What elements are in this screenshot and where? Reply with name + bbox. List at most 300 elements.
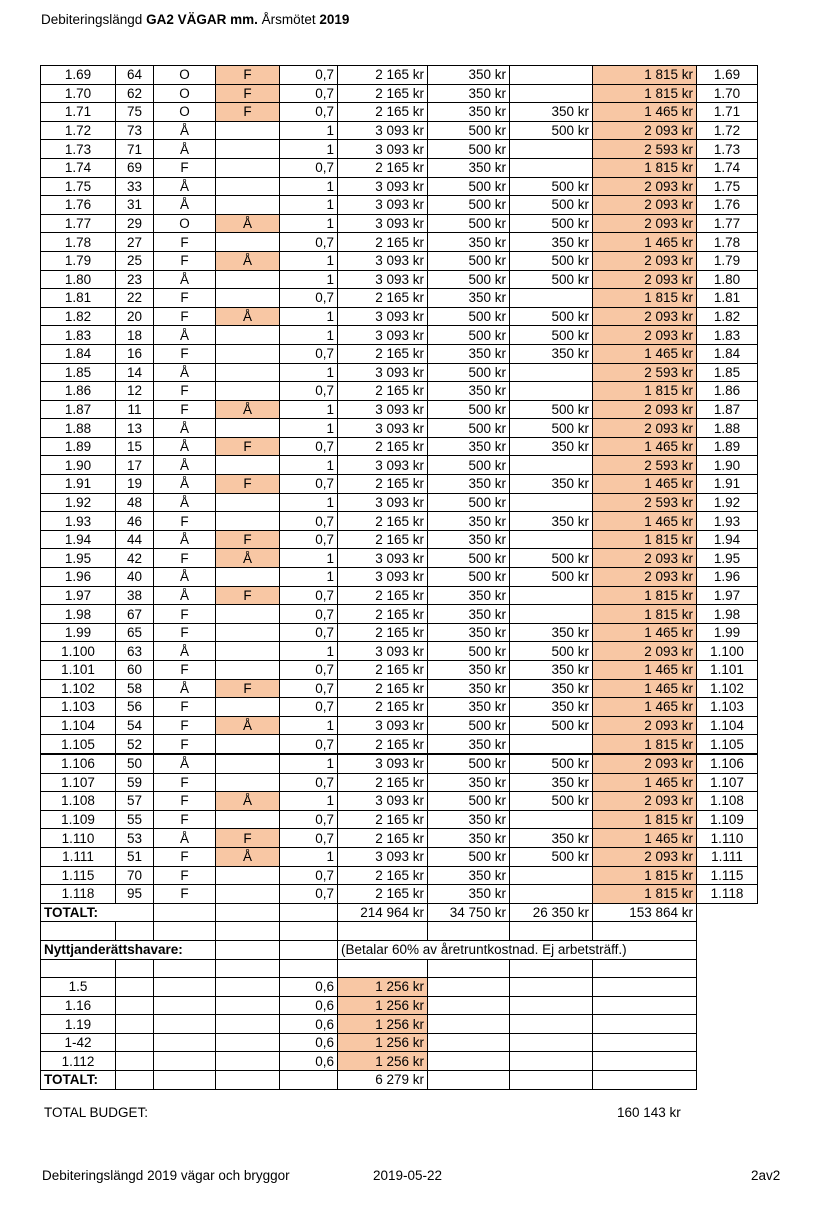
annual-cost-cell: 3 093 kr [338, 792, 428, 811]
property-id-repeat-cell: 1.79 [697, 251, 758, 270]
share-cell: 1 [280, 177, 338, 196]
annual-cost-cell: 2 165 kr [338, 698, 428, 717]
deduction-2-cell [510, 363, 593, 382]
property-id-repeat-cell: 1.93 [697, 512, 758, 531]
empty-cell [510, 1052, 593, 1071]
empty-cell [510, 978, 593, 997]
share-cell: 0,7 [280, 623, 338, 642]
table-row [41, 456, 758, 475]
plot-number-cell: 31 [116, 196, 154, 215]
totals-row [41, 903, 758, 922]
type-cell: Å [154, 270, 216, 289]
type-cell: Å [154, 642, 216, 661]
deduction-2-cell [510, 140, 593, 159]
alt-type-cell: F [216, 103, 280, 122]
type-cell: F [154, 605, 216, 624]
amount-due-cell: 1 465 kr [593, 344, 697, 363]
alt-type-cell [216, 177, 280, 196]
annual-cost-cell: 3 093 kr [338, 251, 428, 270]
nyttjande-share-cell: 0,6 [280, 1033, 338, 1052]
deduction-2-cell: 500 kr [510, 121, 593, 140]
annual-cost-cell: 2 165 kr [338, 885, 428, 904]
table-row [41, 400, 758, 419]
type-cell: F [154, 698, 216, 717]
deduction-1-cell: 350 kr [428, 586, 510, 605]
table-row [41, 885, 758, 904]
nyttjande-id-cell: 1.19 [41, 1015, 116, 1034]
empty-cell [428, 1015, 510, 1034]
share-cell: 0,7 [280, 382, 338, 401]
type-cell: F [154, 549, 216, 568]
deduction-2-cell: 500 kr [510, 307, 593, 326]
annual-cost-cell: 3 093 kr [338, 326, 428, 345]
annual-cost-cell: 3 093 kr [338, 549, 428, 568]
deduction-1-cell: 350 kr [428, 623, 510, 642]
empty-cell [216, 903, 280, 922]
property-id-cell: 1.103 [41, 698, 116, 717]
property-id-cell: 1.79 [41, 251, 116, 270]
property-id-repeat-cell: 1.94 [697, 530, 758, 549]
nyttjande-share-cell: 0,6 [280, 978, 338, 997]
deduction-1-cell: 350 kr [428, 885, 510, 904]
table-row [41, 810, 758, 829]
property-id-cell: 1.99 [41, 623, 116, 642]
property-id-repeat-cell: 1.86 [697, 382, 758, 401]
property-id-repeat-cell: 1.88 [697, 419, 758, 438]
type-cell: F [154, 289, 216, 308]
plot-number-cell: 19 [116, 475, 154, 494]
deduction-2-cell: 500 kr [510, 251, 593, 270]
amount-due-cell: 1 465 kr [593, 512, 697, 531]
property-id-repeat-cell: 1.108 [697, 792, 758, 811]
nyttjande-note: (Betalar 60% av åretruntkostnad. Ej arbetsträff.) [338, 940, 697, 959]
table-row [41, 84, 758, 103]
deduction-2-cell: 350 kr [510, 233, 593, 252]
deduction-2-cell: 350 kr [510, 437, 593, 456]
empty-cell [41, 959, 116, 978]
type-cell: O [154, 214, 216, 233]
table-row [41, 121, 758, 140]
share-cell: 1 [280, 792, 338, 811]
type-cell: Å [154, 456, 216, 475]
deduction-1-cell: 350 kr [428, 698, 510, 717]
empty-cell [593, 922, 697, 941]
billing-table [40, 65, 758, 1090]
property-id-cell: 1.98 [41, 605, 116, 624]
property-id-repeat-cell: 1.101 [697, 661, 758, 680]
type-cell: Å [154, 754, 216, 773]
annual-cost-cell: 3 093 kr [338, 847, 428, 866]
deduction-1-cell: 350 kr [428, 344, 510, 363]
empty-cell [697, 1071, 758, 1090]
share-cell: 1 [280, 642, 338, 661]
annual-cost-cell: 3 093 kr [338, 493, 428, 512]
empty-cell [154, 1033, 216, 1052]
annual-cost-cell: 2 165 kr [338, 475, 428, 494]
property-id-repeat-cell: 1.69 [697, 66, 758, 85]
empty-cell [41, 922, 116, 941]
deduction-1-cell: 500 kr [428, 847, 510, 866]
empty-cell [428, 1033, 510, 1052]
share-cell: 0,7 [280, 866, 338, 885]
amount-due-cell: 2 093 kr [593, 270, 697, 289]
empty-cell [280, 1071, 338, 1090]
type-cell: Å [154, 177, 216, 196]
empty-cell [216, 922, 280, 941]
alt-type-cell: Å [216, 307, 280, 326]
empty-cell [154, 978, 216, 997]
annual-cost-cell: 3 093 kr [338, 140, 428, 159]
alt-type-cell [216, 773, 280, 792]
nyttjande-row [41, 1015, 758, 1034]
annual-cost-cell: 2 165 kr [338, 103, 428, 122]
deduction-2-cell [510, 586, 593, 605]
amount-due-cell: 1 815 kr [593, 810, 697, 829]
annual-cost-cell: 2 165 kr [338, 344, 428, 363]
alt-type-cell [216, 866, 280, 885]
amount-due-cell: 1 465 kr [593, 103, 697, 122]
empty-cell [116, 922, 154, 941]
amount-due-cell: 2 093 kr [593, 549, 697, 568]
alt-type-cell [216, 140, 280, 159]
deduction-2-cell [510, 382, 593, 401]
type-cell: F [154, 716, 216, 735]
property-id-repeat-cell: 1.80 [697, 270, 758, 289]
property-id-repeat-cell: 1.109 [697, 810, 758, 829]
property-id-repeat-cell: 1.84 [697, 344, 758, 363]
plot-number-cell: 12 [116, 382, 154, 401]
deduction-2-cell: 500 kr [510, 792, 593, 811]
plot-number-cell: 58 [116, 679, 154, 698]
alt-type-cell [216, 419, 280, 438]
deduction-1-cell: 350 kr [428, 382, 510, 401]
deduction-2-cell: 500 kr [510, 642, 593, 661]
property-id-cell: 1.70 [41, 84, 116, 103]
plot-number-cell: 44 [116, 530, 154, 549]
property-id-cell: 1.105 [41, 735, 116, 754]
plot-number-cell: 67 [116, 605, 154, 624]
empty-cell [338, 959, 428, 978]
amount-due-cell: 2 093 kr [593, 177, 697, 196]
share-cell: 0,7 [280, 885, 338, 904]
alt-type-cell: Å [216, 251, 280, 270]
annual-cost-cell: 2 165 kr [338, 512, 428, 531]
table-row [41, 735, 758, 754]
alt-type-cell [216, 121, 280, 140]
alt-type-cell [216, 493, 280, 512]
annual-cost-cell: 2 165 kr [338, 679, 428, 698]
alt-type-cell [216, 456, 280, 475]
table-row [41, 196, 758, 215]
nyttjande-row [41, 1052, 758, 1071]
plot-number-cell: 40 [116, 568, 154, 587]
amount-due-cell: 2 093 kr [593, 847, 697, 866]
amount-due-cell: 2 093 kr [593, 642, 697, 661]
property-id-cell: 1.87 [41, 400, 116, 419]
alt-type-cell [216, 326, 280, 345]
amount-due-cell: 1 815 kr [593, 530, 697, 549]
type-cell: F [154, 810, 216, 829]
nyttjande-amount-cell: 1 256 kr [338, 1052, 428, 1071]
property-id-cell: 1.69 [41, 66, 116, 85]
deduction-1-cell: 500 kr [428, 177, 510, 196]
plot-number-cell: 25 [116, 251, 154, 270]
table-row [41, 605, 758, 624]
total-budget-value: 160 143 kr [617, 1105, 681, 1120]
amount-due-cell: 2 093 kr [593, 419, 697, 438]
share-cell: 1 [280, 270, 338, 289]
share-cell: 0,7 [280, 810, 338, 829]
table-row [41, 270, 758, 289]
property-id-cell: 1.97 [41, 586, 116, 605]
totals-deduction-2: 26 350 kr [510, 903, 593, 922]
alt-type-cell: F [216, 829, 280, 848]
table-row [41, 475, 758, 494]
property-id-cell: 1.110 [41, 829, 116, 848]
empty-cell [280, 940, 338, 959]
annual-cost-cell: 2 165 kr [338, 158, 428, 177]
plot-number-cell: 20 [116, 307, 154, 326]
deduction-1-cell: 350 kr [428, 84, 510, 103]
empty-cell [154, 903, 216, 922]
empty-cell [593, 1071, 697, 1090]
alt-type-cell: Å [216, 716, 280, 735]
type-cell: Å [154, 493, 216, 512]
alt-type-cell: Å [216, 549, 280, 568]
annual-cost-cell: 3 093 kr [338, 307, 428, 326]
type-cell: O [154, 84, 216, 103]
property-id-cell: 1.74 [41, 158, 116, 177]
alt-type-cell [216, 810, 280, 829]
alt-type-cell [216, 754, 280, 773]
table-row [41, 419, 758, 438]
deduction-2-cell [510, 66, 593, 85]
amount-due-cell: 1 465 kr [593, 623, 697, 642]
amount-due-cell: 2 093 kr [593, 251, 697, 270]
property-id-cell: 1.115 [41, 866, 116, 885]
title-name: GA2 VÄGAR mm. [146, 12, 258, 27]
property-id-cell: 1.88 [41, 419, 116, 438]
amount-due-cell: 2 093 kr [593, 196, 697, 215]
property-id-repeat-cell: 1.99 [697, 623, 758, 642]
deduction-2-cell: 350 kr [510, 829, 593, 848]
property-id-cell: 1.104 [41, 716, 116, 735]
nyttjande-header-row [41, 940, 758, 959]
property-id-cell: 1.73 [41, 140, 116, 159]
type-cell: O [154, 66, 216, 85]
property-id-cell: 1.76 [41, 196, 116, 215]
property-id-cell: 1.72 [41, 121, 116, 140]
plot-number-cell: 65 [116, 623, 154, 642]
annual-cost-cell: 3 093 kr [338, 214, 428, 233]
table-row [41, 568, 758, 587]
deduction-1-cell: 500 kr [428, 196, 510, 215]
plot-number-cell: 59 [116, 773, 154, 792]
nyttjande-totals-value: 6 279 kr [338, 1071, 428, 1090]
deduction-2-cell [510, 158, 593, 177]
empty-cell [216, 940, 280, 959]
type-cell: Å [154, 829, 216, 848]
amount-due-cell: 2 593 kr [593, 493, 697, 512]
deduction-1-cell: 350 kr [428, 810, 510, 829]
deduction-2-cell: 350 kr [510, 661, 593, 680]
plot-number-cell: 16 [116, 344, 154, 363]
annual-cost-cell: 3 093 kr [338, 716, 428, 735]
totals-annual-cost: 214 964 kr [338, 903, 428, 922]
property-id-repeat-cell: 1.82 [697, 307, 758, 326]
empty-cell [116, 1052, 154, 1071]
deduction-1-cell: 350 kr [428, 158, 510, 177]
property-id-repeat-cell: 1.89 [697, 437, 758, 456]
table-row [41, 289, 758, 308]
plot-number-cell: 38 [116, 586, 154, 605]
table-row [41, 829, 758, 848]
empty-cell [428, 959, 510, 978]
alt-type-cell: Å [216, 847, 280, 866]
amount-due-cell: 2 593 kr [593, 140, 697, 159]
deduction-2-cell [510, 456, 593, 475]
table-row [41, 642, 758, 661]
plot-number-cell: 17 [116, 456, 154, 475]
property-id-cell: 1.106 [41, 754, 116, 773]
plot-number-cell: 75 [116, 103, 154, 122]
plot-number-cell: 71 [116, 140, 154, 159]
alt-type-cell [216, 623, 280, 642]
property-id-cell: 1.83 [41, 326, 116, 345]
share-cell: 0,7 [280, 344, 338, 363]
nyttjande-row [41, 978, 758, 997]
type-cell: O [154, 103, 216, 122]
annual-cost-cell: 2 165 kr [338, 586, 428, 605]
deduction-1-cell: 500 kr [428, 251, 510, 270]
type-cell: F [154, 661, 216, 680]
deduction-2-cell [510, 810, 593, 829]
share-cell: 1 [280, 251, 338, 270]
plot-number-cell: 70 [116, 866, 154, 885]
share-cell: 0,7 [280, 773, 338, 792]
document-title [41, 12, 349, 27]
alt-type-cell [216, 642, 280, 661]
amount-due-cell: 2 593 kr [593, 363, 697, 382]
plot-number-cell: 18 [116, 326, 154, 345]
property-id-repeat-cell: 1.107 [697, 773, 758, 792]
type-cell: Å [154, 140, 216, 159]
totals-deduction-1: 34 750 kr [428, 903, 510, 922]
deduction-1-cell: 350 kr [428, 66, 510, 85]
amount-due-cell: 2 093 kr [593, 568, 697, 587]
empty-cell [697, 978, 758, 997]
empty-cell [216, 996, 280, 1015]
annual-cost-cell: 3 093 kr [338, 121, 428, 140]
annual-cost-cell: 2 165 kr [338, 829, 428, 848]
billing-table-body [41, 66, 758, 922]
empty-cell [697, 1052, 758, 1071]
deduction-1-cell: 350 kr [428, 530, 510, 549]
share-cell: 1 [280, 307, 338, 326]
title-middle: Årsmötet [257, 12, 320, 27]
deduction-2-cell: 500 kr [510, 326, 593, 345]
type-cell: Å [154, 326, 216, 345]
amount-due-cell: 1 465 kr [593, 773, 697, 792]
title-prefix: Debiteringslängd [41, 12, 147, 27]
property-id-repeat-cell: 1.96 [697, 568, 758, 587]
empty-cell [116, 1071, 154, 1090]
amount-due-cell: 1 815 kr [593, 885, 697, 904]
plot-number-cell: 62 [116, 84, 154, 103]
nyttjande-row [41, 996, 758, 1015]
empty-cell [154, 959, 216, 978]
footer-page-number: 2av2 [751, 1168, 781, 1183]
amount-due-cell: 1 815 kr [593, 605, 697, 624]
empty-cell [428, 996, 510, 1015]
annual-cost-cell: 3 093 kr [338, 363, 428, 382]
deduction-2-cell: 500 kr [510, 549, 593, 568]
empty-cell [510, 959, 593, 978]
plot-number-cell: 56 [116, 698, 154, 717]
empty-cell [593, 978, 697, 997]
deduction-2-cell: 500 kr [510, 270, 593, 289]
deduction-2-cell: 500 kr [510, 419, 593, 438]
plot-number-cell: 53 [116, 829, 154, 848]
footer-document-name: Debiteringslängd 2019 vägar och bryggor [42, 1168, 290, 1183]
alt-type-cell [216, 344, 280, 363]
table-row [41, 716, 758, 735]
type-cell: F [154, 233, 216, 252]
plot-number-cell: 54 [116, 716, 154, 735]
share-cell: 0,7 [280, 233, 338, 252]
plot-number-cell: 57 [116, 792, 154, 811]
alt-type-cell: F [216, 475, 280, 494]
amount-due-cell: 2 093 kr [593, 121, 697, 140]
plot-number-cell: 60 [116, 661, 154, 680]
deduction-1-cell: 500 kr [428, 716, 510, 735]
alt-type-cell [216, 382, 280, 401]
amount-due-cell: 2 093 kr [593, 754, 697, 773]
share-cell: 0,7 [280, 605, 338, 624]
deduction-1-cell: 500 kr [428, 326, 510, 345]
deduction-2-cell: 350 kr [510, 512, 593, 531]
plot-number-cell: 23 [116, 270, 154, 289]
annual-cost-cell: 2 165 kr [338, 623, 428, 642]
nyttjande-row [41, 1033, 758, 1052]
deduction-2-cell: 350 kr [510, 344, 593, 363]
deduction-2-cell [510, 493, 593, 512]
table-row [41, 233, 758, 252]
annual-cost-cell: 2 165 kr [338, 605, 428, 624]
property-id-cell: 1.85 [41, 363, 116, 382]
deduction-1-cell: 500 kr [428, 307, 510, 326]
deduction-2-cell: 350 kr [510, 103, 593, 122]
deduction-2-cell [510, 289, 593, 308]
plot-number-cell: 27 [116, 233, 154, 252]
deduction-1-cell: 350 kr [428, 103, 510, 122]
share-cell: 1 [280, 549, 338, 568]
type-cell: F [154, 623, 216, 642]
property-id-repeat-cell: 1.95 [697, 549, 758, 568]
property-id-cell: 1.82 [41, 307, 116, 326]
alt-type-cell: F [216, 66, 280, 85]
share-cell: 0,7 [280, 475, 338, 494]
share-cell: 1 [280, 363, 338, 382]
share-cell: 0,7 [280, 437, 338, 456]
plot-number-cell: 29 [116, 214, 154, 233]
table-row [41, 549, 758, 568]
amount-due-cell: 1 815 kr [593, 66, 697, 85]
annual-cost-cell: 2 165 kr [338, 233, 428, 252]
plot-number-cell: 33 [116, 177, 154, 196]
nyttjande-share-cell: 0,6 [280, 996, 338, 1015]
table-row [41, 773, 758, 792]
